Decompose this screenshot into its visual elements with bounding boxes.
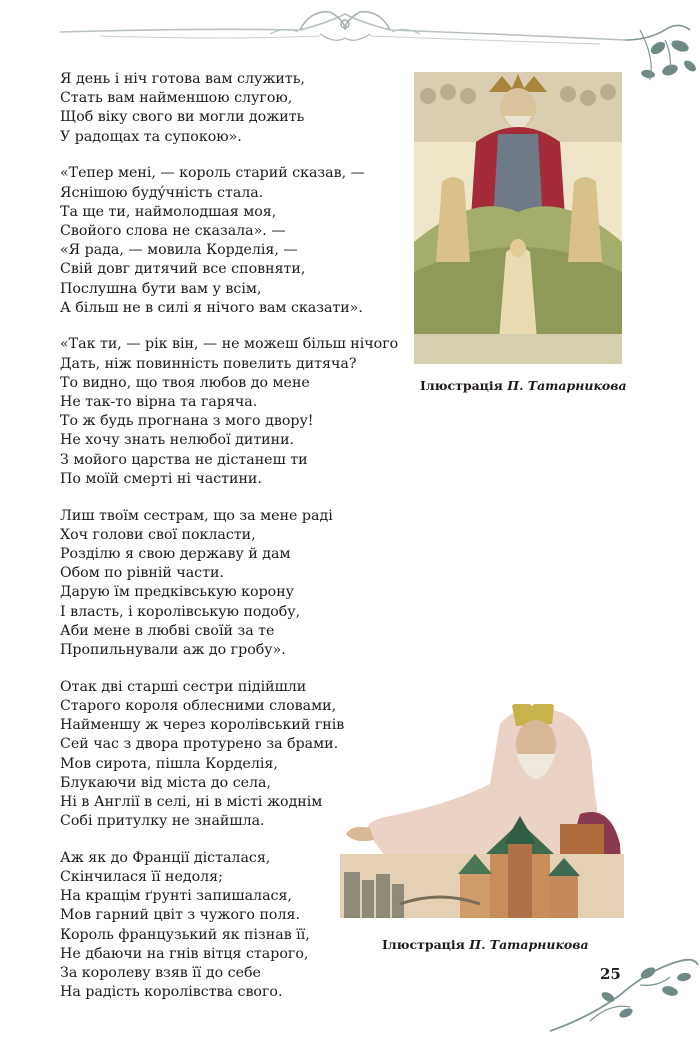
poem-line: Король французький як пізнав її, — [60, 926, 310, 943]
poem-line: Щоб віку свого ви могли дожить — [60, 109, 305, 126]
poem-line: По моїй смерті ні частини. — [60, 470, 262, 487]
poem-line: Не хочу знать нелюбої дитини. — [60, 432, 295, 449]
poem-line: Лиш твоїм сестрам, що за мене раді — [60, 507, 333, 524]
poem-line: За королеву взяв її до себе — [60, 965, 261, 982]
poem-line: Скінчилася її недоля; — [60, 869, 223, 886]
poem-line: Отак дві старші сестри підійшли — [60, 678, 307, 695]
poem-line: Не дбаючи на гнів вітця старого, — [60, 945, 309, 962]
poem-line: Не так-то вірна та гаряча. — [60, 394, 258, 411]
poem-line: Обом по рівній части. — [60, 565, 224, 582]
poem-line: Мов сирота, пішла Корделія, — [60, 755, 278, 772]
caption-prefix: Ілюстрація — [420, 378, 503, 393]
poem-line: Пропильнували аж до гробу». — [60, 641, 286, 658]
poem-line: Розділю я свою державу й дам — [60, 545, 291, 562]
poem-line: «Так ти, — рік він, — не можеш більш нічого — [60, 336, 399, 353]
poem-line: Сей час з двора протурено за брами. — [60, 736, 339, 753]
poem-line: Яснішою будýчність стала. — [60, 184, 264, 201]
poem-line: Та ще ти, наймолодшая моя, — [60, 203, 277, 220]
page-number: 25 — [600, 965, 621, 983]
poem-line: А більш не в силі я нічого вам сказати». — [60, 299, 363, 316]
poem-line: Послушна бути вам у всім, — [60, 280, 262, 297]
poem-line: Аби мене в любві своїй за те — [60, 622, 275, 639]
stanza-3 — [60, 335, 400, 489]
poem-line: Дарую їм предківськую корону — [60, 584, 295, 601]
caption-author: П. Татарникова — [507, 378, 627, 393]
poem-line: Мов гарний цвіт з чужого поля. — [60, 907, 300, 924]
poem-line: Стать вам найменшою слугою, — [60, 90, 293, 107]
caption-author: П. Татарникова — [469, 937, 589, 952]
poem-line: Хоч голови свої покласти, — [60, 526, 256, 543]
stanza-4 — [60, 507, 400, 661]
illustration-king-castle — [340, 704, 624, 918]
stanza-1 — [60, 70, 400, 147]
poem-line: Старого короля облесними словами, — [60, 697, 337, 714]
poem-line: Я день і ніч готова вам служить, — [60, 71, 305, 87]
poem-line: У радощах та супокою». — [60, 128, 242, 145]
poem-line: Аж як до Франції дісталася, — [60, 849, 271, 866]
poem-line: Найменшу ж через королівський гнів — [60, 717, 345, 734]
poem-line: З мойого царства не дістанеш ти — [60, 451, 308, 468]
poem-line: Свій довг дитячий все сповняти, — [60, 261, 306, 278]
poem-line: То ж будь прогнана з мого двору! — [60, 413, 314, 430]
caption-prefix: Ілюстрація — [382, 937, 465, 952]
poem-line: Дать, ніж повинність повелить дитяча? — [60, 355, 357, 372]
poem-line: «Я рада, — мовила Корделія, — — [60, 242, 298, 259]
stanza-2 — [60, 164, 400, 318]
poem-line: Ні в Англії в селі, ні в місті жоднім — [60, 793, 323, 810]
poem-line: Свойого слова не сказала». — — [60, 222, 286, 239]
poem-line: Собі притулку не знайшла. — [60, 813, 265, 830]
poem-line: Блукаючи від міста до села, — [60, 774, 272, 791]
illustration-king-throne — [414, 72, 622, 364]
bottom-ornament — [530, 947, 700, 1037]
poem-line: На кращім ґрунті запишалася, — [60, 888, 292, 905]
poem-line: І власть, і королівськую подобу, — [60, 603, 301, 620]
poem-line: «Тепер мені, — король старий сказав, — — [60, 165, 365, 182]
illustration-caption — [420, 378, 627, 393]
poem-line: На радість королівства свого. — [60, 984, 283, 1001]
poem-line: То видно, що твоя любов до мене — [60, 374, 310, 391]
